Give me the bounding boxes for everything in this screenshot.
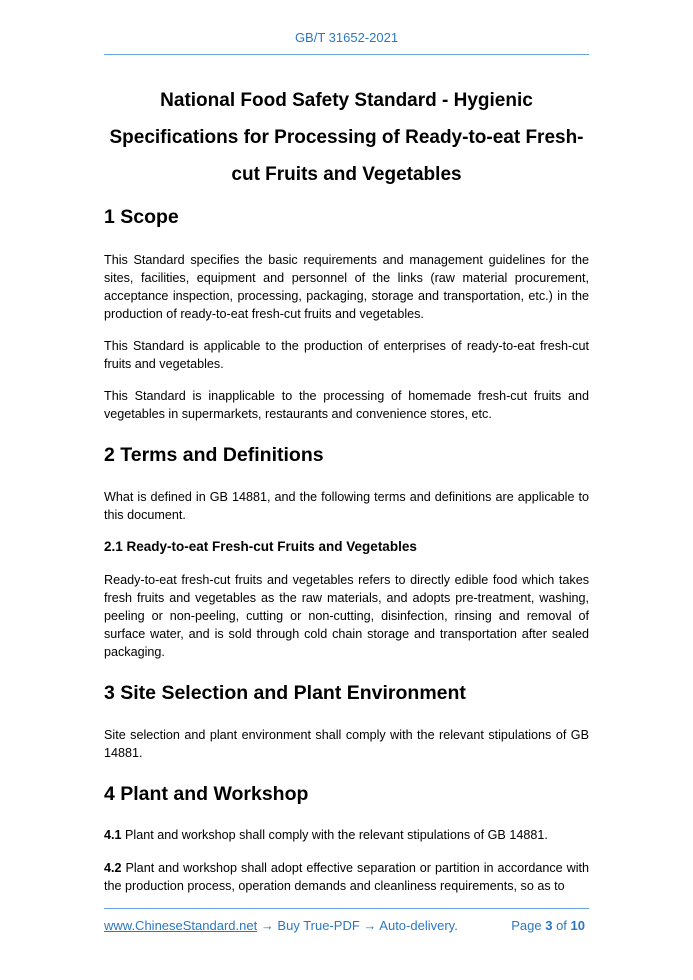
section-3-paragraph-1: Site selection and plant environment shall comply with the relevant stipulations of GB 14881.	[104, 728, 589, 760]
footer-promo-text: → Buy True-PDF → Auto-delivery.	[257, 918, 458, 933]
section-1-paragraph-2: This Standard is applicable to the production of enterprises of ready-to-eat fresh-cut fruits and vegetables.	[104, 339, 589, 371]
title-line-1: National Food Safety Standard - Hygienic	[160, 90, 533, 111]
section-3-heading: 3 Site Selection and Plant Environment	[104, 682, 466, 704]
section-4-heading: 4 Plant and Workshop	[104, 783, 309, 805]
footer-divider	[104, 908, 589, 909]
clause-4-2-text: Plant and workshop shall adopt effective separation or partition in accordance with the production process, operation demands and cleanliness requirements, so as to	[104, 861, 589, 893]
footer-page-indicator	[511, 918, 585, 933]
section-1-paragraph-3: This Standard is inapplicable to the processing of homemade fresh-cut fruits and vegetables in supermarkets, restaurants and convenience stores, etc.	[104, 389, 589, 421]
clause-4-1-text: Plant and workshop shall comply with the relevant stipulations of GB 14881.	[121, 828, 548, 842]
section-2-heading: 2 Terms and Definitions	[104, 444, 324, 466]
title-line-3: cut Fruits and Vegetables	[231, 164, 462, 185]
header-standard-code: GB/T 31652-2021	[294, 30, 399, 45]
clause-4-2-number: 4.2	[104, 861, 122, 875]
page-total: 10	[570, 918, 585, 933]
page-number: 3	[545, 918, 553, 933]
title-line-2: Specifications for Processing of Ready-to-eat Fresh-	[109, 127, 584, 148]
clause-4-2	[104, 859, 589, 895]
section-1-paragraph-1: This Standard specifies the basic requirements and management guidelines for the sites, facilities, equipment and personnel of the links (raw material procurement, acceptance inspection, processing, packaging, storage and transportation, etc.) in the production of ready-to-eat fresh-cut fruits and vegetables.	[104, 253, 589, 321]
section-2-1-heading: 2.1 Ready-to-eat Fresh-cut Fruits and Vegetables	[104, 539, 417, 554]
section-1-heading: 1 Scope	[104, 206, 179, 228]
section-2-1-paragraph: Ready-to-eat fresh-cut fruits and vegetables refers to directly edible food which takes fresh fruits and vegetables as the raw materials, and adopts pre-treatment, washing, peeling or non-peeling, cutting or non-cutting, disinfection, rinsing and removal of surface water, and is sold through cold chain storage and transportation after sealed packaging.	[104, 573, 589, 659]
document-title	[104, 82, 589, 193]
section-2-paragraph-1: What is defined in GB 14881, and the following terms and definitions are applicable to this document.	[104, 490, 589, 522]
clause-4-1	[104, 826, 589, 844]
footer-site-link[interactable]: www.ChineseStandard.net	[104, 918, 258, 933]
page-label: Page	[511, 918, 542, 933]
header-divider	[104, 54, 589, 55]
clause-4-1-number: 4.1	[104, 828, 122, 842]
footer	[104, 918, 589, 933]
of-label: of	[556, 918, 567, 933]
